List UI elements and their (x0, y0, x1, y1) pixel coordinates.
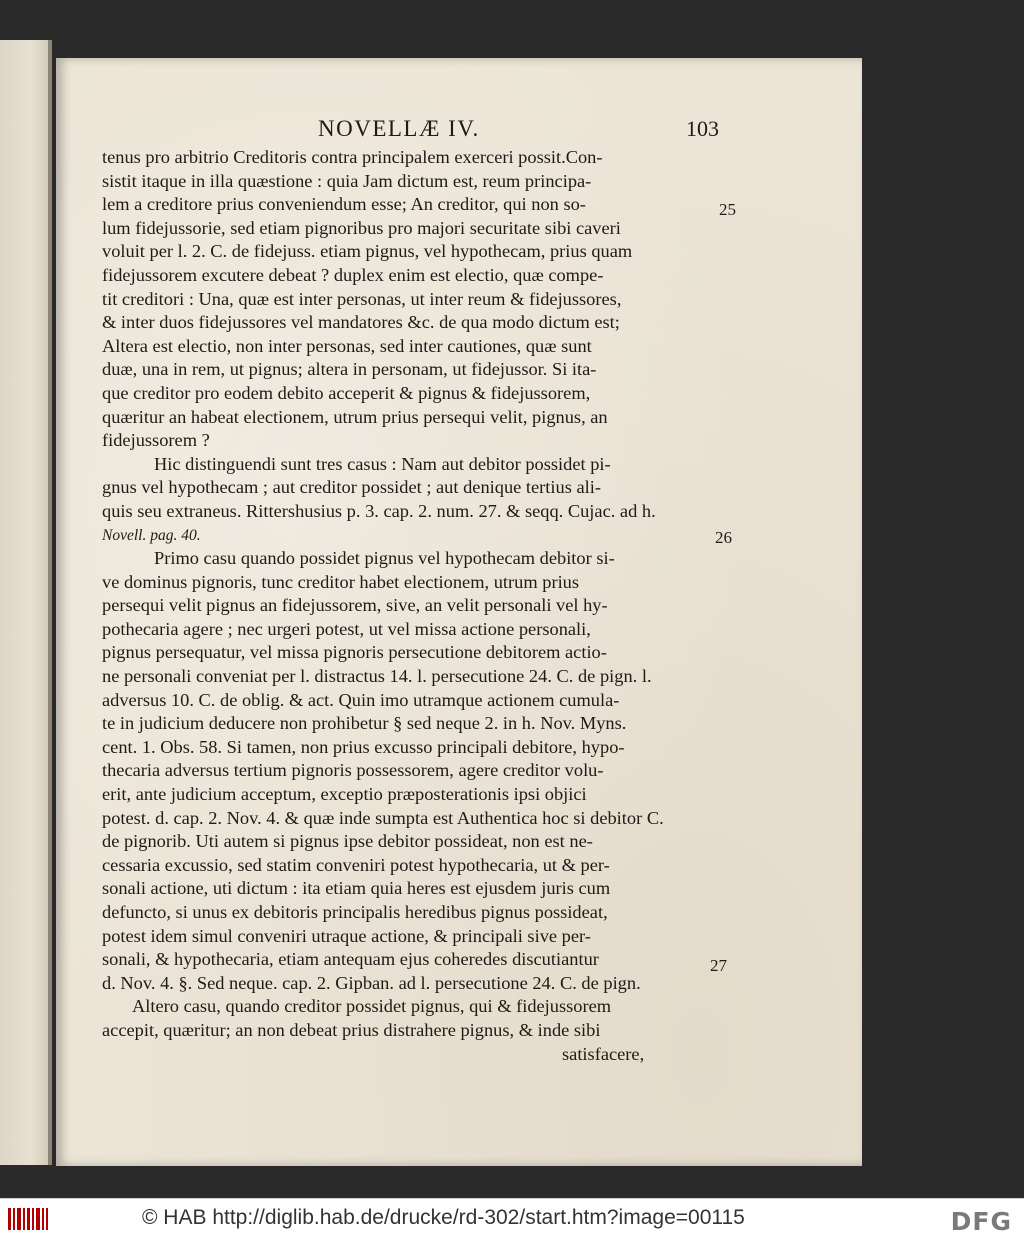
hab-barcode-logo-icon (8, 1206, 48, 1232)
text-line: quæritur an habeat electionem, utrum prius persequi velit, pignus, an (102, 406, 608, 427)
dfg-logo: DFG (950, 1207, 1012, 1236)
text-line: ne personali conveniat per l. distractus 14. l. persecutione 24. C. de pign. l. (102, 666, 652, 687)
text-line: ve dominus pignoris, tunc creditor habet electionem, utrum prius (102, 571, 580, 592)
text-line: potest idem simul conveniri utraque actione, & principali sive per- (102, 925, 591, 946)
facing-page-edge (0, 40, 52, 1165)
text-line: pignus persequatur, vel missa pignoris persecutione debitorem actio- (102, 642, 607, 663)
text-line: adversus 10. C. de oblig. & act. Quin imo utramque actionem cumula- (102, 689, 620, 710)
text-line: sonali actione, uti dictum : ita etiam quia heres est ejusdem juris cum (102, 878, 611, 899)
margin-number: 27 (710, 956, 727, 975)
text-line: de pignorib. Uti autem si pignus ipse debitor possideat, non est ne- (102, 831, 593, 852)
text-line: satisfacere, (562, 1043, 645, 1064)
text-line: pothecaria agere ; nec urgeri potest, ut vel missa actione personali, (102, 618, 591, 639)
text-line: te in judicium deducere non prohibetur § sed neque 2. in h. Nov. Myns. (102, 713, 627, 734)
text-line: tenus pro arbitrio Creditoris contra principalem exerceri possit.Con- (102, 147, 603, 167)
text-line: lum fidejussorie, sed etiam pignoribus pro majori securitate sibi caveri (102, 217, 621, 238)
text-line: duæ, una in rem, ut pignus; altera in personam, ut fidejussor. Si ita- (102, 359, 597, 380)
margin-number: 25 (719, 200, 736, 219)
text-line: accepit, quæritur; an non debeat prius distrahere pignus, & inde sibi (102, 1019, 601, 1040)
footer-bar (0, 1198, 1024, 1238)
body-text (102, 146, 726, 1066)
text-line: lem a creditore prius conveniendum esse; An creditor, qui non so- (102, 194, 586, 215)
text-line: Primo casu quando possidet pignus vel hypothecam debitor si- (154, 548, 615, 569)
text-line: Altero casu, quando creditor possidet pignus, qui & fidejussorem (132, 996, 612, 1017)
text-line: Altera est electio, non inter personas, sed inter cautiones, quæ sunt (102, 335, 592, 356)
text-line: d. Nov. 4. §. Sed neque. cap. 2. Gipban. ad l. persecutione 24. C. de pign. (102, 972, 641, 993)
text-line: que creditor pro eodem debito acceperit & pignus & fidejussorem, (102, 382, 591, 403)
text-line: gnus vel hypothecam ; aut creditor possidet ; aut denique tertius ali- (102, 477, 601, 498)
text-line: Novell. pag. 40. (102, 526, 201, 544)
text-line: erit, ante judicium acceptum, exceptio præposterationis ipsi objici (102, 784, 587, 805)
margin-number: 26 (715, 528, 732, 547)
page-number: 103 (686, 116, 719, 141)
text-line: persequi velit pignus an fidejussorem, sive, an velit personali vel hy- (102, 595, 608, 616)
text-line: & inter duos fidejussores vel mandatores &c. de qua modo dictum est; (102, 312, 620, 333)
text-line: cessaria excussio, sed statim conveniri potest hypothecaria, ut & per- (102, 854, 610, 875)
text-line: sonali, & hypothecaria, etiam antequam ejus coheredes discutiantur (102, 949, 599, 970)
text-line: voluit per l. 2. C. de fidejuss. etiam pignus, vel hypothecam, prius quam (102, 241, 633, 262)
text-line: defuncto, si unus ex debitoris principalis heredibus pignus possideat, (102, 902, 608, 922)
text-line: thecaria adversus tertium pignoris possessorem, agere creditor volu- (102, 760, 604, 781)
text-line: fidejussorem ? (102, 430, 210, 451)
book-page (56, 58, 862, 1166)
text-line: Hic distinguendi sunt tres casus : Nam aut debitor possidet pi- (154, 453, 611, 474)
text-line: quis seu extraneus. Rittershusius p. 3. cap. 2. num. 27. & seqq. Cujac. ad h. (102, 500, 656, 521)
text-line: cent. 1. Obs. 58. Si tamen, non prius excusso principali debitore, hypo- (102, 736, 625, 757)
running-title: NOVELLÆ IV. (318, 116, 480, 141)
text-line: tit creditori : Una, quæ est inter personas, ut inter reum & fidejussores, (102, 288, 622, 309)
text-line: sistit itaque in illa quæstione : quia Jam dictum est, reum principa- (102, 170, 592, 191)
text-line: fidejussorem excutere debeat ? duplex enim est electio, quæ compe- (102, 264, 604, 285)
running-head (56, 116, 862, 142)
attribution-link[interactable]: © HAB http://diglib.hab.de/drucke/rd-302/start.htm?image=00115 (142, 1206, 745, 1229)
text-line: potest. d. cap. 2. Nov. 4. & quæ inde sumpta est Authentica hoc si debitor C. (102, 807, 664, 828)
